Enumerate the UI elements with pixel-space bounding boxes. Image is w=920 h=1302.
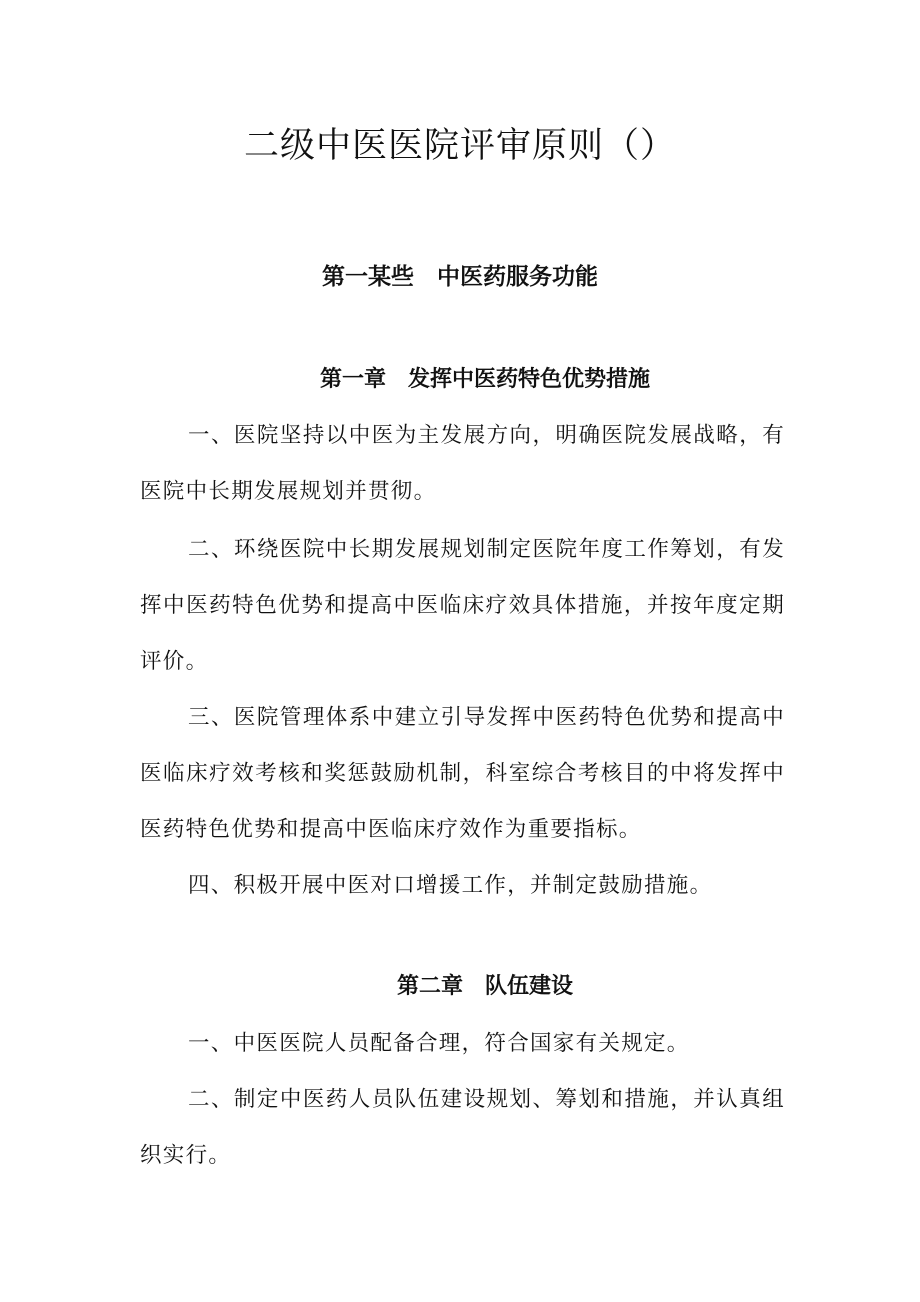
chapter-1-paragraph-4: 四、积极开展中医对口增援工作，并制定鼓励措施。 bbox=[188, 873, 713, 898]
chapter-2-title: 第二章 队伍建设 bbox=[396, 973, 573, 999]
chapter-2-paragraph-1: 一、中医医院人员配备合理，符合国家有关规定。 bbox=[188, 1031, 690, 1056]
document-title: 二级中医医院评审原则（） bbox=[243, 126, 676, 166]
chapter-1-paragraph-3: 三、医院管理体系中建立引导发挥中医药特色优势和提高中医临床疗效考核和奖惩鼓励机制，科室综合考核目的中将发挥中医药特色优势和提高中医临床疗效作为重要指标。 bbox=[140, 705, 785, 842]
chapter-1-paragraph-1: 一、医院坚持以中医为主发展方向，明确医院发展战略，有医院中长期发展规划并贯彻。 bbox=[140, 423, 785, 504]
chapter-1-title: 第一章 发挥中医药特色优势措施 bbox=[319, 366, 650, 392]
part-title: 第一某些 中医药服务功能 bbox=[322, 264, 598, 290]
chapter-1-paragraph-2: 二、环绕医院中长期发展规划制定医院年度工作筹划，有发挥中医药特色优势和提高中医临床疗效具体措施，并按年度定期评价。 bbox=[140, 537, 785, 674]
chapter-2-paragraph-2: 二、制定中医药人员队伍建设规划、筹划和措施，并认真组织实行。 bbox=[140, 1087, 785, 1168]
